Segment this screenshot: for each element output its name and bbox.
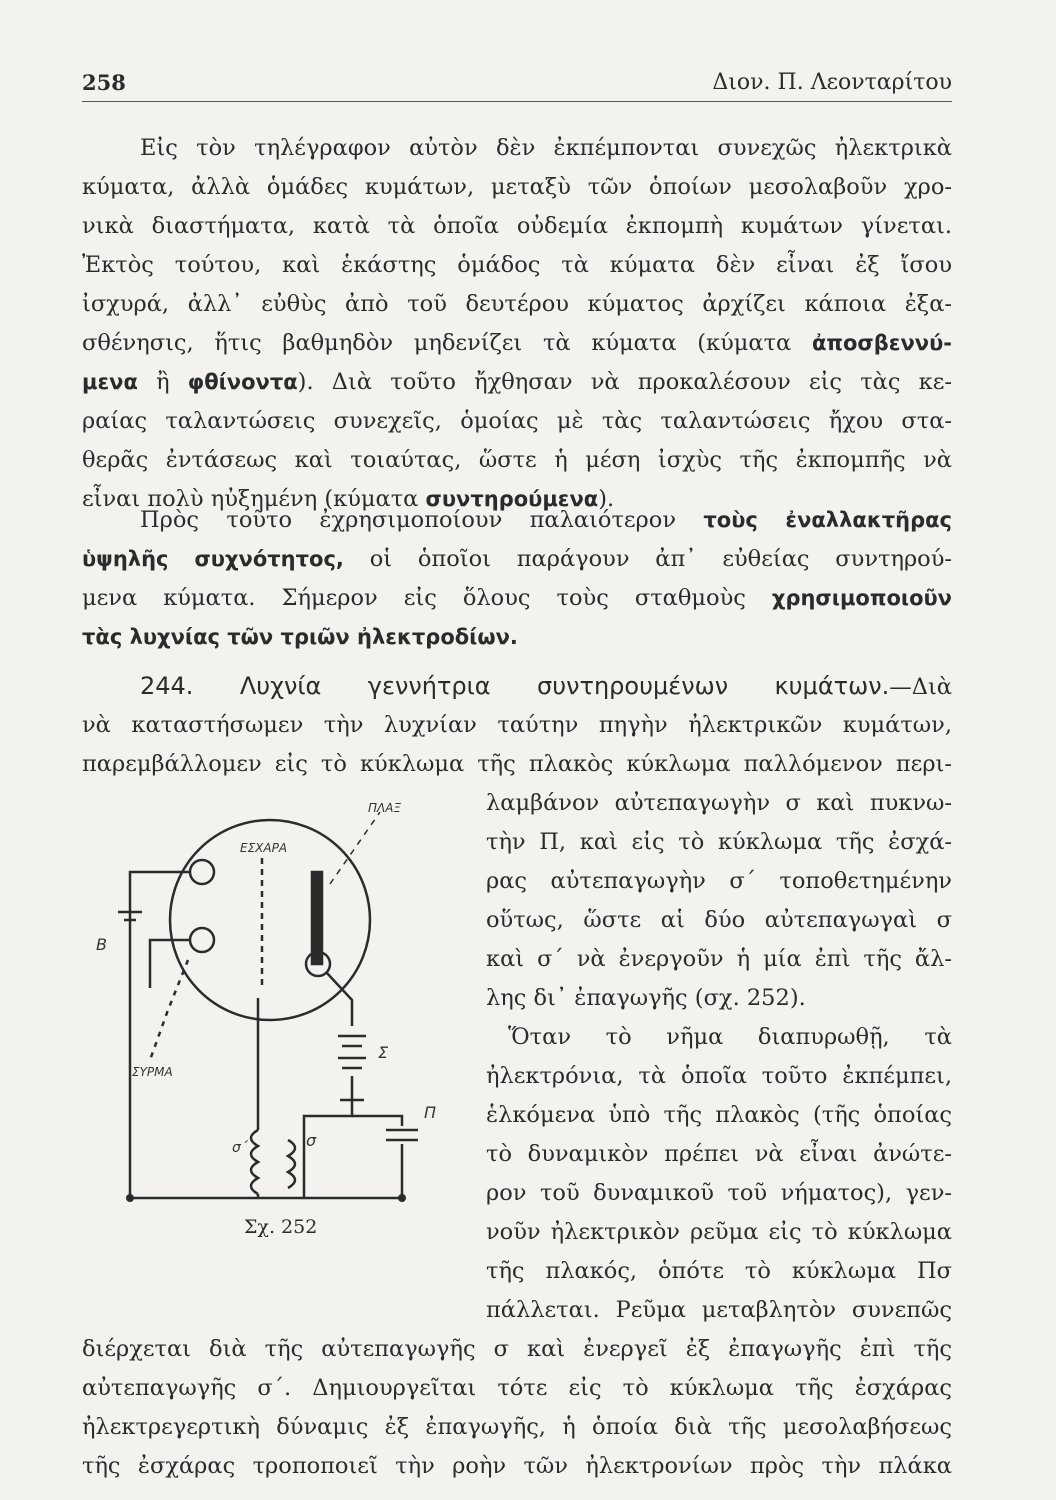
text-line: λης δι᾿ ἐπαγωγῆς (σχ. 252). (486, 985, 806, 1011)
text-span: ). Διὰ τοῦτο ἤχθησαν νὰ προκαλέσουν εἰς τὰς κε- (297, 369, 952, 395)
bold-term: τοὺς ἐναλλακτῆρας (703, 508, 952, 532)
section-heading-line (82, 668, 952, 704)
plate (312, 872, 322, 964)
text-line: Ἐκτὸς τούτου, καὶ ἑκάστης ὁμάδος τὰ κύματα δὲν εἶναι ἐξ ἴσου (82, 252, 952, 278)
text-line: ἑλκόμενα ὑπὸ τῆς πλακὸς (τῆς ὁποίας (486, 1102, 952, 1128)
text-line: τῆς ἐσχάρας τροποποιεῖ τὴν ροὴν τῶν ἠλεκτρονίων πρὸς τὴν πλάκα (82, 1453, 952, 1479)
text-line (82, 580, 952, 616)
label-grid: ΕΣΧΑΡΑ (240, 841, 288, 855)
header-rule (82, 101, 952, 102)
plate-label-leader (330, 812, 380, 884)
text-line: ρον τοῦ δυναμικοῦ τοῦ νήματος), γεν- (486, 1180, 952, 1206)
battery-sigma (338, 1036, 366, 1068)
text-line: καὶ σ´ νὰ ἐνεργοῦν ἡ μία ἐπὶ τῆς ἄλ- (486, 946, 952, 972)
bold-term: μενα (82, 370, 138, 394)
filament-terminal-top (190, 860, 214, 884)
text-line: οὕτως, ὥστε αἱ δύο αὐτεπαγωγαὶ σ (486, 907, 952, 933)
text-span: —Διὰ (889, 674, 952, 700)
figure-252 (90, 800, 480, 1240)
text-line: νικὰ διαστήματα, κατὰ τὰ ὁποῖα οὐδεμία ἐκπομπὴ κυμάτων γίνεται. (82, 213, 952, 239)
page-header (82, 70, 952, 102)
text-line: νὰ καταστήσωμεν τὴν λυχνίαν ταύτην πηγὴν ἠλεκτρικῶν κυμάτων, (82, 712, 952, 738)
label-sigma-cap: Σ (378, 1043, 389, 1062)
label-b: B (96, 935, 107, 954)
text-line: διέρχεται διὰ τῆς αὐτεπαγωγῆς σ καὶ ἐνεργεῖ ἐξ ἐπαγωγῆς ἐπὶ τῆς (82, 1336, 952, 1362)
bold-term: συντηρούμενα (425, 487, 599, 511)
running-head: Διον. Π. Λεονταρίτου (712, 70, 952, 95)
text-line: κύματα, ἀλλὰ ὁμάδες κυμάτων, μεταξὺ τῶν ὁποίων μεσολαβοῦν χρο- (82, 174, 952, 200)
text-line: ρας αὐτεπαγωγὴν σ´ τοποθετημένην (486, 868, 952, 894)
bold-term: χρησιμοποιοῦν (771, 586, 952, 610)
text-line: Ὅταν τὸ νῆμα διαπυρωθῇ, τὰ (508, 1024, 952, 1050)
bold-term: ὑψηλῆς συχνότητος, (82, 547, 344, 571)
label-sigma-prime: σ´ (232, 1140, 248, 1156)
text-line: νοῦν ἠλεκτρικὸν ρεῦμα εἰς τὸ κύκλωμα (486, 1219, 952, 1245)
text-span: μενα κύματα. Σήμερον εἰς ὅλους τοὺς σταθμοὺς (82, 585, 772, 611)
text-line: πάλλεται. Ρεῦμα μεταβλητὸν συνεπῶς (486, 1297, 952, 1323)
plate-wire (340, 1076, 364, 1100)
bold-term: ἀποσβεννύ- (811, 331, 952, 355)
text-line: ἠλεκτρόνια, τὰ ὁποῖα τοῦτο ἐκπέμπει, (486, 1063, 952, 1089)
section-heading: 244. Λυχνία γεννήτρια συντηρουμένων κυμάτων. (140, 672, 890, 700)
page-number: 258 (82, 70, 126, 95)
capacitor-pi (352, 1116, 418, 1198)
text-line (82, 502, 952, 538)
text-span: Πρὸς τοῦτο ἐχρησιμοποίουν παλαιότερον (140, 507, 704, 533)
label-pi: Π (424, 1103, 437, 1122)
text-line: αὐτεπαγωγῆς σ´. Δημιουργεῖται τότε εἰς τὸ κύκλωμα τῆς ἐσχάρας (82, 1375, 952, 1401)
text-span: σθένησις, ἥτις βαθμηδὸν μηδενίζει τὰ κύματα (κύματα (82, 330, 812, 356)
text-line (82, 364, 952, 400)
text-line: ἰσχυρά, ἀλλ᾿ εὐθὺς ἀπὸ τοῦ δευτέρου κύματος ἀρχίζει κάποια ἐξα- (82, 291, 952, 317)
text-line: Εἰς τὸν τηλέγραφον αὐτὸν δὲν ἐκπέμπονται συνεχῶς ἠλεκτρικὰ (140, 135, 952, 161)
label-plate: ΠΛΑΞ (368, 801, 402, 815)
label-filament: ΣΥΡΜΑ (132, 1065, 173, 1079)
filament-dashed (150, 960, 188, 1060)
text-line: θερᾶς ἐντάσεως καὶ τοιαύτας, ὥστε ἡ μέση ἰσχὺς τῆς ἐκπομπῆς νὰ (82, 447, 952, 473)
bold-term: φθίνοντα (187, 370, 298, 394)
text-line (82, 541, 952, 577)
text-line: τῆς πλακός, ὁπότε τὸ κύκλωμα Πσ (486, 1258, 952, 1284)
text-line (82, 325, 952, 361)
label-sigma: σ (306, 1131, 317, 1150)
text-line: παρεμβάλλομεν εἰς τὸ κύκλωμα τῆς πλακὸς κύκλωμα παλλόμενον περι- (82, 751, 952, 777)
figure-caption: Σχ. 252 (244, 1216, 318, 1238)
text-line: τὰς λυχνίας τῶν τριῶν ἠλεκτροδίων. (82, 625, 518, 649)
text-line: λαμβάνον αὐτεπαγωγὴν σ καὶ πυκνω- (486, 790, 952, 816)
text-line: ἠλεκτρεγερτικὴ δύναμις ἐξ ἐπαγωγῆς, ἡ ὁποία διὰ τῆς μεσολαβήσεως (82, 1414, 952, 1440)
filament-lead-2 (150, 940, 190, 988)
text-span: εἶναι πολὺ ηὐξημένη (κύματα (82, 486, 426, 512)
text-line: ραίας ταλαντώσεις συνεχεῖς, ὁμοίας μὲ τὰς ταλαντώσεις ἤχου στα- (82, 408, 952, 434)
triode-oscillator-diagram (90, 800, 480, 1240)
junction-dot (126, 1194, 134, 1202)
text-span: ). (598, 486, 615, 512)
coil-sigma-prime (251, 1130, 258, 1194)
text-span: οἱ ὁποῖοι παράγουν ἀπ᾿ εὐθείας συντηρού- (343, 546, 953, 572)
text-line: τὴν Π, καὶ εἰς τὸ κύκλωμα τῆς ἐσχά- (486, 829, 952, 855)
filament-terminal-bottom (190, 928, 214, 952)
coil-sigma (288, 1140, 295, 1188)
junction-dot (398, 1194, 406, 1202)
text-span: ἢ (137, 369, 188, 395)
text-line: τὸ δυναμικὸν πρέπει νὰ εἶναι ἀνώτε- (486, 1141, 952, 1167)
